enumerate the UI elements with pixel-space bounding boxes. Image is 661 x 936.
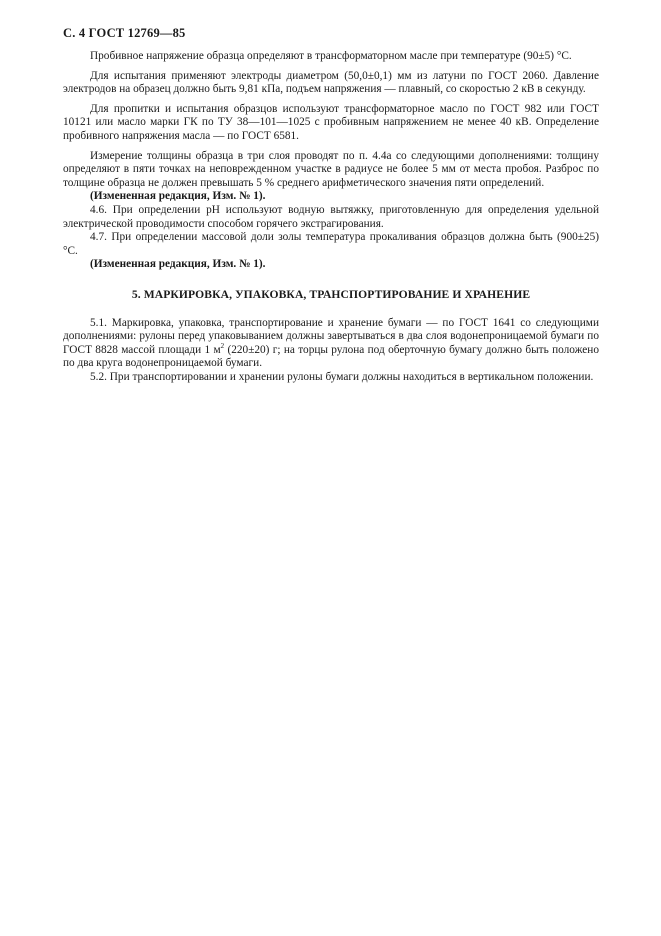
paragraph-5-1 (63, 317, 599, 371)
section-5-title: 5. МАРКИРОВКА, УПАКОВКА, ТРАНСПОРТИРОВАНИЕ И ХРАНЕНИЕ (131, 287, 531, 301)
paragraph-5-1-text-a: 5.1. Маркировка, упаковка, транспортирование и хранение бумаги — по ГОСТ 1641 со следующими дополнениями: рулоны перед упаковыванием должны завертываться в два слоя водонепроницаемой бумаги по ГОСТ 8828 массой площади 1 м (63, 316, 599, 356)
superscript-2: 2 (220, 341, 225, 350)
paragraph-breakdown-voltage: Пробивное напряжение образца определяют в трансформаторном масле при температуре (90±5) °С. (90, 50, 572, 62)
paragraph-5-1-text-b: (220±20) г; на торцы рулона под оберточную бумагу должно быть положено по два круга водонепроницаемой бумаги. (63, 343, 600, 370)
page-content (63, 50, 599, 384)
paragraph-5-2: 5.2. При транспортировании и хранении рулоны бумаги должны находиться в вертикальном положении. (90, 370, 594, 383)
paragraph-transformer-oil: Для пропитки и испытания образцов используют трансформаторное масло по ГОСТ 982 или ГОСТ 10121 или масло марки ГК по ТУ 38—101—1025 с пробивным напряжением не менее 40 кВ. Определение пробивного напряжения масла — по ГОСТ 6581. (63, 102, 599, 142)
paragraph-thickness-measurement: Измерение толщины образца в три слоя проводят по п. 4.4а со следующими дополнениями: толщину определяют в пяти точках на неповрежденном участке в радиусе не более 5 мм от места пробоя. Разброс по толщине образца не должен превышать 5 % среднего арифметического значения пяти определений. (63, 149, 599, 189)
paragraph-4-7: 4.7. При определении массовой доли золы температура прокаливания образцов должна быть (900±25) °С. (63, 231, 599, 257)
paragraph-4-6: 4.6. При определении рН используют водную вытяжку, приготовленную для определения удельной электрической проводимости способом горячего экстрагирования. (63, 203, 599, 230)
page-header: С. 4 ГОСТ 12769—85 (63, 26, 186, 40)
amendment-note: (Измененная редакция, Изм. № 1). (90, 190, 266, 203)
paragraph-electrodes: Для испытания применяют электроды диаметром (50,0±0,1) мм из латуни по ГОСТ 2060. Давление электродов на образец должно быть 9,81 кПа, подъем напряжения — плавный, со скоростью 2 кВ в секунду. (63, 69, 599, 96)
amendment-note: (Измененная редакция, Изм. № 1). (90, 258, 266, 271)
